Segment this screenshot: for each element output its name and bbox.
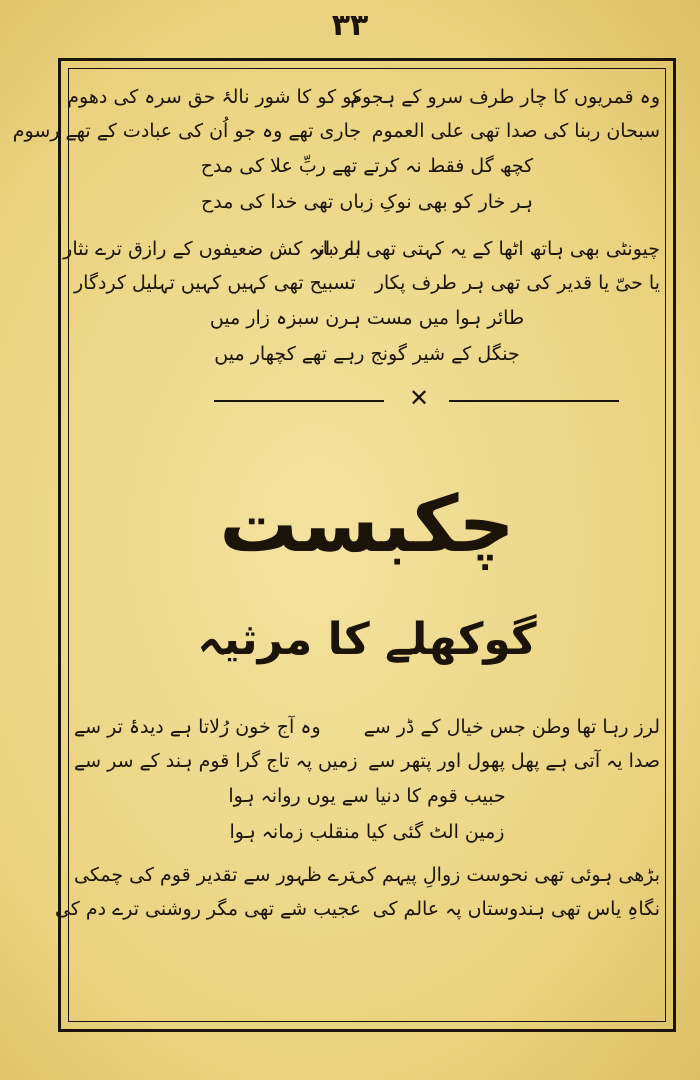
- page-content: [12, 72, 660, 926]
- verse-line: لرز رہا تھا وطن جس خیال کے ڈر سے: [363, 716, 660, 738]
- refrain-line: کچھ گل فقط نہ کرتے تھے ربِّ علا کی مدح: [200, 155, 534, 177]
- verse-line: زمیں پہ تاج گرا قوم ہند کے سر سے: [74, 750, 358, 772]
- couplet: [63, 232, 660, 266]
- verse-line: عجیب شے تھی مگر روشنی ترے دم کی: [54, 898, 362, 920]
- verse-line: تسبیح تھی کہیں کہیں تہلیل کردگار: [74, 272, 356, 294]
- refrain-line: ہر خار کو بھی نوکِ زباں تھی خدا کی مدح: [201, 191, 533, 213]
- separator-cross-icon: ✕: [408, 384, 430, 412]
- verse-line: چیونٹی بھی ہاتھ اٹھا کے یہ کہتی تھی بار بار: [313, 238, 660, 260]
- verse-line: اے دانہ کش ضعیفوں کے رازق ترے نثار: [63, 238, 362, 260]
- couplet: [74, 744, 660, 778]
- refrain-line: زمین الٹ گئی کیا منقلب زمانہ ہوا: [229, 821, 505, 843]
- poet-name-heading: چکبست: [219, 480, 515, 570]
- couplet: [74, 266, 660, 300]
- couplet: [54, 892, 660, 926]
- refrain-line: طائر ہوا میں مست ہرن سبزہ زار میں: [209, 307, 525, 329]
- verse-line: سبحان ربنا کی صدا تھی علی العموم: [371, 120, 660, 142]
- page-number: ۳۳: [331, 8, 369, 43]
- verse-line: ترے ظہور سے تقدیر قوم کی چمکی: [74, 864, 355, 886]
- couplet: [74, 858, 660, 892]
- verse-line: صدا یہ آتی ہے پھل پھول اور پتھر سے: [368, 750, 660, 772]
- verse-line: بڑھی ہوئی تھی نحوست زوالِ پیہم کی: [351, 864, 660, 886]
- separator-line: [449, 400, 619, 402]
- verse-line: کو کو کا شور نالۂ حق سرہ کی دھوم: [67, 86, 362, 108]
- separator-line: [214, 400, 384, 402]
- verse-line: جاری تھے وہ جو اُن کی عبادت کے تھے رسوم: [12, 120, 362, 142]
- verse-line: یا حیّ یا قدیر کی تھی ہر طرف پکار: [374, 272, 660, 294]
- verse-line: وہ آج خون رُلاتا ہے دیدۂ تر سے: [74, 716, 321, 738]
- elegy-title: گوکھلے کا مرثیہ: [197, 614, 537, 665]
- refrain-line: جنگل کے شیر گونج رہے تھے کچھار میں: [214, 343, 520, 365]
- couplet: [12, 114, 660, 148]
- verse-line: نگاہِ یاس تھی ہندوستاں پہ عالم کی: [372, 898, 660, 920]
- couplet: [67, 80, 660, 114]
- verse-line: وہ قمریوں کا چار طرف سرو کے ہجوم: [350, 86, 660, 108]
- couplet: [74, 710, 660, 744]
- section-separator: [74, 380, 660, 420]
- refrain-line: حبیب قوم کا دنیا سے یوں روانہ ہوا: [228, 785, 506, 807]
